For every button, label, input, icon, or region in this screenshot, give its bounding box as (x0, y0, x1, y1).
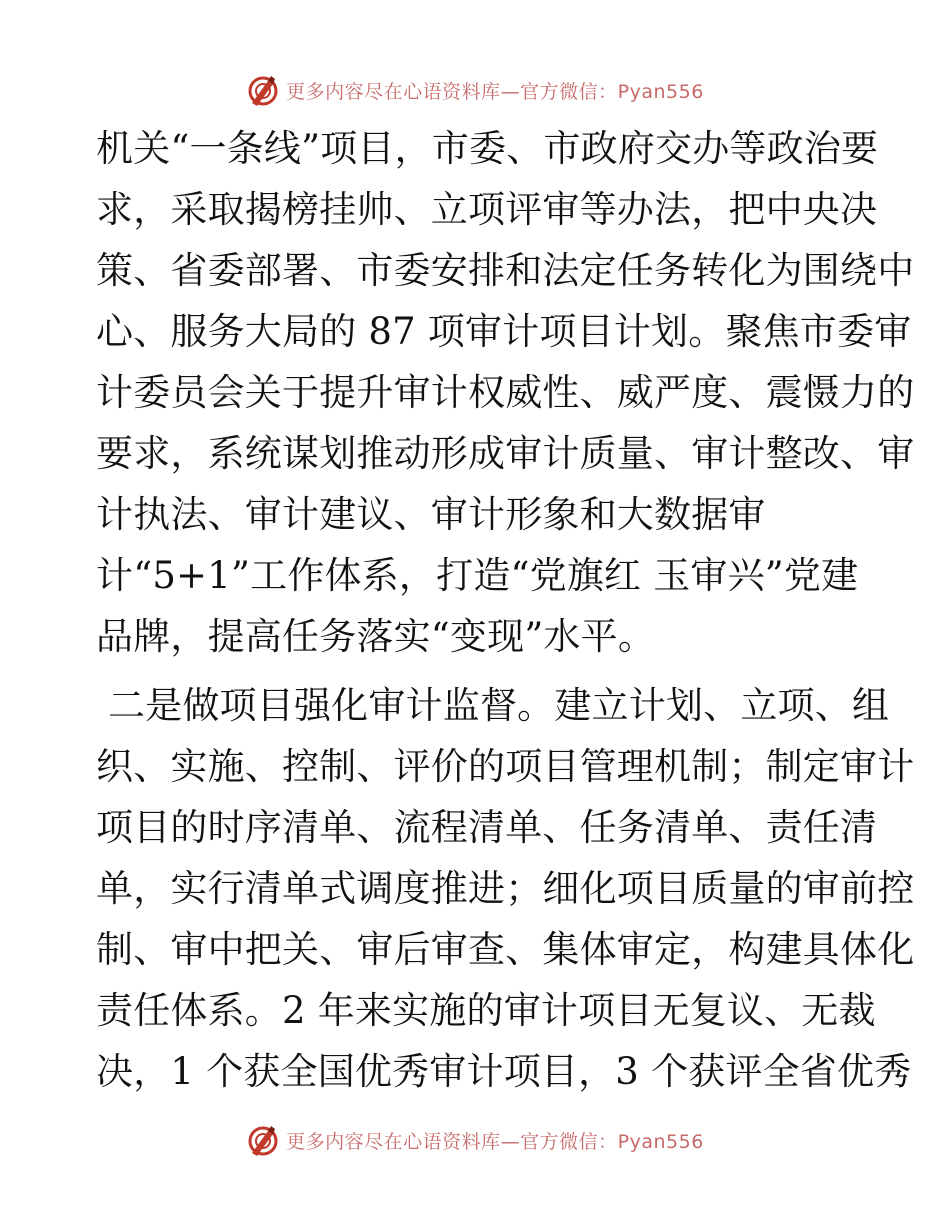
text-line: 单，实行清单式调度推进；细化项目质量的审前控 (96, 867, 915, 910)
text-line: 二是做项目强化审计监督。建立计划、立项、组 (96, 684, 890, 727)
header-banner-text: 更多内容尽在心语资料库—官方微信：Pyan556 (286, 80, 704, 103)
text-line: 计委员会关于提升审计权威性、威严度、震慑力的 (96, 371, 915, 414)
text-line: 决，1 个获全国优秀审计项目，3 个获评全省优秀 (96, 1050, 912, 1093)
text-line: 计执法、审计建议、审计形象和大数据审 (96, 493, 766, 536)
text-line: 要求，系统谋划推动形成审计质量、审计整改、审 (96, 432, 915, 475)
text-line: 责任体系。2 年来实施的审计项目无复议、无裁 (96, 989, 876, 1032)
document-body (96, 118, 915, 1102)
text-line: 计“5+1”工作体系，打造“党旗红 玉审兴”党建 (96, 554, 859, 597)
footer-banner-text: 更多内容尽在心语资料库—官方微信：Pyan556 (286, 1130, 704, 1153)
text-line: 心、服务大局的 87 项审计项目计划。聚焦市委审 (96, 310, 912, 353)
footer-banner (0, 1120, 950, 1160)
text-line: 项目的时序清单、流程清单、任务清单、责任清 (96, 806, 878, 849)
paragraph-2 (96, 675, 915, 1102)
paragraph-1 (96, 118, 915, 667)
text-line: 求，采取揭榜挂帅、立项评审等办法，把中央决 (96, 188, 878, 231)
text-line: 制、审中把关、审后审查、集体审定，构建具体化 (96, 928, 915, 971)
text-line: 策、省委部署、市委安排和法定任务转化为围绕中 (96, 249, 915, 292)
paragraph-spacer (96, 667, 856, 675)
text-line: 机关“一条线”项目，市委、市政府交办等政治要 (96, 127, 879, 170)
pen-circle-logo-icon (246, 1123, 280, 1157)
text-line: 织、实施、控制、评价的项目管理机制；制定审计 (96, 745, 915, 788)
pen-circle-logo-icon (246, 73, 280, 107)
text-line: 品牌，提高任务落实“变现”水平。 (96, 615, 656, 658)
header-banner (0, 70, 950, 110)
